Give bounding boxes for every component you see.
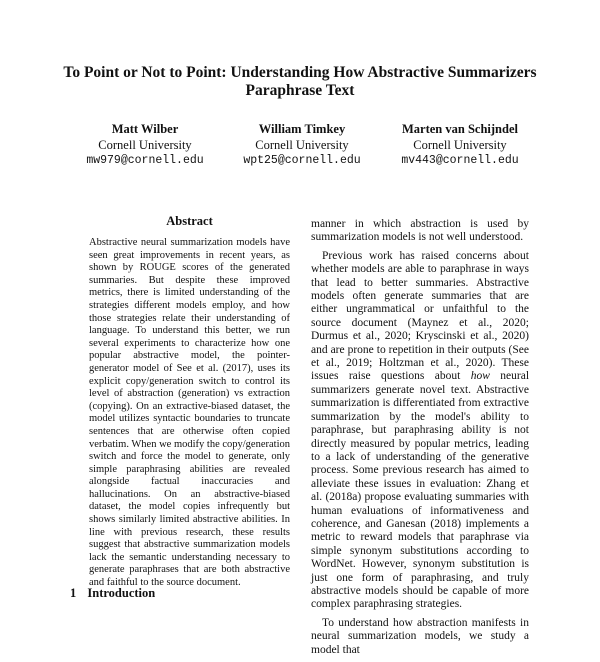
body-paragraph [311, 250, 529, 612]
author-email: wpt25@cornell.edu [243, 154, 361, 167]
author-name: Matt Wilber [111, 122, 179, 136]
author-affiliation: Cornell University [98, 138, 192, 152]
section-heading-introduction [70, 586, 155, 601]
author-matt-wilber [70, 121, 220, 169]
author-marten-van-schijndel [375, 121, 545, 169]
emphasis-text: how [470, 370, 490, 383]
paper-title: To Point or Not to Point: Understanding How Abstractive Summarizers Paraphrase Text [63, 64, 537, 99]
body-right-column [311, 218, 529, 662]
abstract-text: Abstractive neural summarization models have seen great improvements in recent years, as shown by ROUGE scores of the generated summaries. But despite these improved metrics, there is limited understanding of the strategies different models employ, and how those strategies relate their understanding of language. To understand this better, we run several experiments to characterize how one popular abstractive model, the pointer-generator model of See et al. (2017), uses its explicit copy/generation switch to control its level of abstraction (generation) vs extraction (copying). On an extractive-biased dataset, the model utilizes syntactic boundaries to truncate sentences that are otherwise often copied verbatim. When we modify the copy/generation switch and force the model to generate, only simple paraphrasing abilities are revealed alongside factual inaccuracies and hallucinations. On an abstractive-biased dataset, the model copies infrequently but shows similarly limited abstractive abilities. In line with previous research, these results suggest that abstractive summarization models lack the semantic understanding necessary to generate paraphrases that are both abstractive and faithful to the source document. [89, 237, 290, 589]
author-name: Marten van Schijndel [402, 122, 518, 136]
author-email: mv443@cornell.edu [401, 154, 519, 167]
section-number: 1 [70, 586, 77, 600]
author-william-timkey [227, 121, 377, 169]
author-email: mw979@cornell.edu [86, 154, 204, 167]
author-name: William Timkey [258, 122, 346, 136]
body-paragraph: manner in which abstraction is used by summarization models is not well understood. [311, 218, 529, 244]
author-affiliation: Cornell University [255, 138, 349, 152]
body-text: Previous work has raised concerns about whether models are able to paraphrase in ways that lead to better summaries. Abstractive models often generate summaries that are either ungrammatical or unfaithful to the source document (Maynez et al., 2020; Durmus et al., 2020; Kryscinski et al., 2020) and are prone to repetition in their outputs (See et al., 2019; Holtzman et al., 2020). These issues raise questions about [311, 249, 529, 383]
body-text: neural summarizers generate novel text. Abstractive summarization is differentiated from extractive summarization by the model's ability to paraphrase, but paraphrasing ability is not directly measured by popular metrics, leading to a lack of understanding of the generative process. Some previous research has aimed to alleviate these issues in evaluation: Zhang et al. (2018a) propose evaluating summaries with human evaluations of informativeness and coherence, and Ganesan (2018) implements a metric to reward models that paraphrase via simple synonym substitutions according to WordNet. However, synonym substitution is just one form of paraphrasing, and truly abstractive models should be capable of more complex paraphrasing strategies. [311, 370, 530, 611]
abstract-heading: Abstract [166, 214, 213, 228]
author-block [0, 121, 600, 171]
section-title: Introduction [87, 586, 156, 600]
abstract-column [89, 214, 290, 590]
body-paragraph: To understand how abstraction manifests in neural summarization models, we study a model that [311, 616, 529, 656]
author-affiliation: Cornell University [413, 138, 507, 152]
